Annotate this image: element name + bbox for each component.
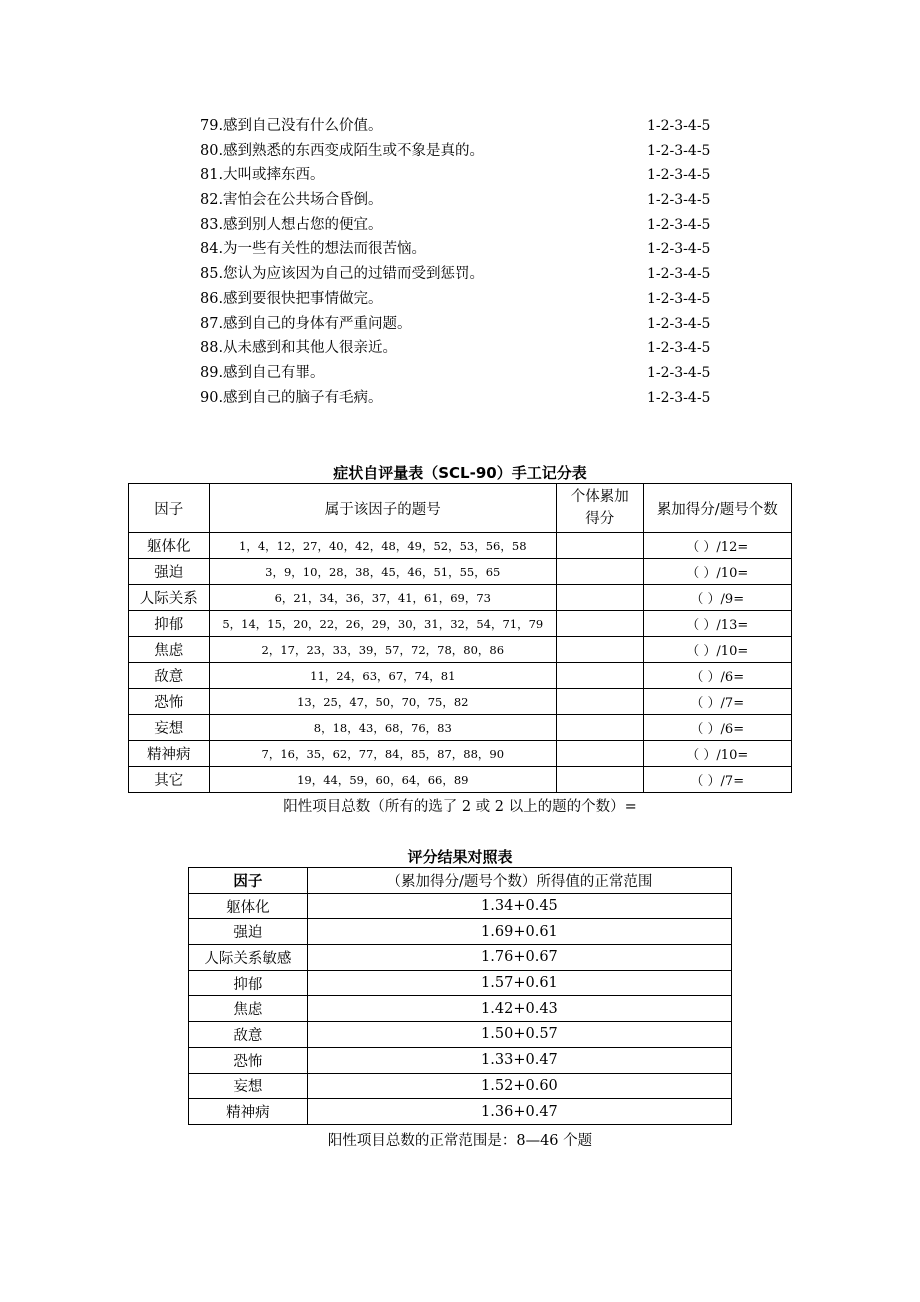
score-cell[interactable] bbox=[557, 663, 644, 689]
table-row bbox=[189, 1022, 732, 1048]
range-cell: 1.57+0.61 bbox=[307, 970, 731, 996]
score-cell[interactable] bbox=[557, 559, 644, 585]
table-row bbox=[129, 663, 792, 689]
question-item bbox=[200, 386, 740, 411]
reference-table-title: 评分结果对照表 bbox=[407, 848, 513, 866]
score-cell[interactable] bbox=[557, 533, 644, 559]
range-cell: 1.33+0.47 bbox=[307, 1047, 731, 1073]
range-cell: 1.76+0.67 bbox=[307, 945, 731, 971]
range-cell: 1.34+0.45 bbox=[307, 893, 731, 919]
question-item bbox=[200, 361, 740, 386]
question-scale: 1-2-3-4-5 bbox=[647, 167, 711, 184]
score-cell[interactable] bbox=[557, 689, 644, 715]
items-cell: 5，14，15，20，22，26，29，30，31，32，54，71，79 bbox=[209, 611, 556, 637]
question-item bbox=[200, 114, 740, 139]
question-scale: 1-2-3-4-5 bbox=[647, 118, 711, 134]
factor-cell: 抑郁 bbox=[189, 970, 308, 996]
table-row bbox=[189, 919, 732, 945]
items-cell: 1，4，12，27，40，42，48，49，52，53，56，58 bbox=[209, 533, 556, 559]
table-row bbox=[129, 611, 792, 637]
question-scale: 1-2-3-4-5 bbox=[647, 364, 711, 381]
question-scale: 1-2-3-4-5 bbox=[647, 290, 711, 307]
question-scale: 1-2-3-4-5 bbox=[647, 340, 711, 357]
range-cell: 1.50+0.57 bbox=[307, 1022, 731, 1048]
question-text: 83.感到别人想占您的便宜。 bbox=[200, 216, 383, 233]
table-row bbox=[129, 559, 792, 585]
header-score bbox=[557, 484, 644, 533]
table-row bbox=[129, 741, 792, 767]
factor-cell: 敌意 bbox=[129, 663, 210, 689]
positive-items-note: 阳性项目总数（所有的选了 2 或 2 以上的题的个数）= bbox=[283, 799, 637, 815]
question-text: 90.感到自己的脑子有毛病。 bbox=[200, 389, 383, 406]
factor-cell: 抑郁 bbox=[129, 611, 210, 637]
header-score-line2: 得分 bbox=[585, 511, 615, 527]
question-scale: 1-2-3-4-5 bbox=[647, 266, 711, 283]
ratio-cell: （ ）/13= bbox=[643, 611, 791, 637]
factor-cell: 躯体化 bbox=[189, 893, 308, 919]
table-row bbox=[189, 970, 732, 996]
question-text: 79.感到自己没有什么价值。 bbox=[200, 118, 383, 134]
range-cell: 1.36+0.47 bbox=[307, 1099, 731, 1125]
ratio-cell: （ ）/10= bbox=[643, 637, 791, 663]
factor-cell: 精神病 bbox=[189, 1099, 308, 1125]
question-item bbox=[200, 262, 740, 287]
question-scale: 1-2-3-4-5 bbox=[647, 389, 711, 406]
score-table bbox=[128, 483, 792, 793]
factor-cell: 精神病 bbox=[129, 741, 210, 767]
question-item bbox=[200, 336, 740, 361]
score-cell[interactable] bbox=[557, 715, 644, 741]
factor-cell: 敌意 bbox=[189, 1022, 308, 1048]
range-cell: 1.42+0.43 bbox=[307, 996, 731, 1022]
question-text: 81.大叫或摔东西。 bbox=[200, 167, 325, 184]
score-cell[interactable] bbox=[557, 611, 644, 637]
question-item bbox=[200, 312, 740, 337]
question-scale: 1-2-3-4-5 bbox=[647, 216, 711, 233]
question-text: 80.感到熟悉的东西变成陌生或不象是真的。 bbox=[200, 142, 485, 159]
header-factor: 因子 bbox=[129, 484, 210, 533]
question-scale: 1-2-3-4-5 bbox=[647, 241, 711, 258]
table-row bbox=[129, 533, 792, 559]
header-range: （累加得分/题号个数）所得值的正常范围 bbox=[307, 868, 731, 894]
question-item bbox=[200, 237, 740, 262]
factor-cell: 妄想 bbox=[189, 1073, 308, 1099]
ratio-cell: （ ）/10= bbox=[643, 559, 791, 585]
question-item bbox=[200, 139, 740, 164]
question-item bbox=[200, 213, 740, 238]
factor-cell: 人际关系 bbox=[129, 585, 210, 611]
table-header-row bbox=[129, 484, 792, 533]
question-list bbox=[200, 114, 740, 410]
factor-cell: 强迫 bbox=[129, 559, 210, 585]
table-row bbox=[189, 893, 732, 919]
question-text: 87.感到自己的身体有严重问题。 bbox=[200, 315, 412, 332]
table-row bbox=[189, 1047, 732, 1073]
table-header-row bbox=[189, 868, 732, 894]
table-row bbox=[129, 689, 792, 715]
ratio-cell: （ ）/6= bbox=[643, 715, 791, 741]
factor-cell: 焦虑 bbox=[189, 996, 308, 1022]
question-scale: 1-2-3-4-5 bbox=[647, 192, 711, 209]
score-cell[interactable] bbox=[557, 637, 644, 663]
reference-table bbox=[188, 867, 732, 1125]
question-text: 84.为一些有关性的想法而很苦恼。 bbox=[200, 241, 427, 258]
table-row bbox=[129, 585, 792, 611]
factor-cell: 妄想 bbox=[129, 715, 210, 741]
range-cell: 1.52+0.60 bbox=[307, 1073, 731, 1099]
items-cell: 13，25，47，50，70，75，82 bbox=[209, 689, 556, 715]
header-factor: 因子 bbox=[189, 868, 308, 894]
factor-cell: 强迫 bbox=[189, 919, 308, 945]
question-scale: 1-2-3-4-5 bbox=[647, 142, 711, 159]
score-cell[interactable] bbox=[557, 767, 644, 793]
table-row bbox=[189, 945, 732, 971]
range-cell: 1.69+0.61 bbox=[307, 919, 731, 945]
header-items: 属于该因子的题号 bbox=[209, 484, 556, 533]
table-row bbox=[129, 767, 792, 793]
items-cell: 2，17，23，33，39，57，72，78，80，86 bbox=[209, 637, 556, 663]
table-row bbox=[129, 715, 792, 741]
items-cell: 6，21，34，36，37，41，61，69，73 bbox=[209, 585, 556, 611]
score-table-title: 症状自评量表（SCL-90）手工记分表 bbox=[333, 464, 587, 482]
ratio-cell: （ ）/9= bbox=[643, 585, 791, 611]
question-item bbox=[200, 188, 740, 213]
score-cell[interactable] bbox=[557, 741, 644, 767]
factor-cell: 恐怖 bbox=[189, 1047, 308, 1073]
question-item bbox=[200, 163, 740, 188]
ratio-cell: （ ）/7= bbox=[643, 689, 791, 715]
header-score-line1: 个体累加 bbox=[570, 489, 629, 505]
factor-cell: 躯体化 bbox=[129, 533, 210, 559]
question-item bbox=[200, 287, 740, 312]
question-scale: 1-2-3-4-5 bbox=[647, 315, 711, 332]
question-text: 89.感到自己有罪。 bbox=[200, 364, 325, 381]
factor-cell: 恐怖 bbox=[129, 689, 210, 715]
table-row bbox=[189, 1099, 732, 1125]
factor-cell: 焦虑 bbox=[129, 637, 210, 663]
factor-cell: 人际关系敏感 bbox=[189, 945, 308, 971]
items-cell: 11，24，63，67，74，81 bbox=[209, 663, 556, 689]
factor-cell: 其它 bbox=[129, 767, 210, 793]
ratio-cell: （ ）/10= bbox=[643, 741, 791, 767]
score-cell[interactable] bbox=[557, 585, 644, 611]
table-row bbox=[189, 996, 732, 1022]
question-text: 85.您认为应该因为自己的过错而受到惩罚。 bbox=[200, 266, 485, 283]
question-text: 88.从未感到和其他人很亲近。 bbox=[200, 340, 398, 357]
header-ratio: 累加得分/题号个数 bbox=[643, 484, 791, 533]
normal-range-note: 阳性项目总数的正常范围是：8—46 个题 bbox=[327, 1133, 593, 1149]
ratio-cell: （ ）/6= bbox=[643, 663, 791, 689]
items-cell: 8，18，43，68，76，83 bbox=[209, 715, 556, 741]
items-cell: 19，44，59，60，64，66，89 bbox=[209, 767, 556, 793]
items-cell: 7，16，35，62，77，84，85，87，88，90 bbox=[209, 741, 556, 767]
table-row bbox=[189, 1073, 732, 1099]
question-text: 86.感到要很快把事情做完。 bbox=[200, 290, 383, 307]
ratio-cell: （ ）/12= bbox=[643, 533, 791, 559]
items-cell: 3，9，10，28，38，45，46，51，55，65 bbox=[209, 559, 556, 585]
question-text: 82.害怕会在公共场合昏倒。 bbox=[200, 192, 383, 209]
table-row bbox=[129, 637, 792, 663]
ratio-cell: （ ）/7= bbox=[643, 767, 791, 793]
